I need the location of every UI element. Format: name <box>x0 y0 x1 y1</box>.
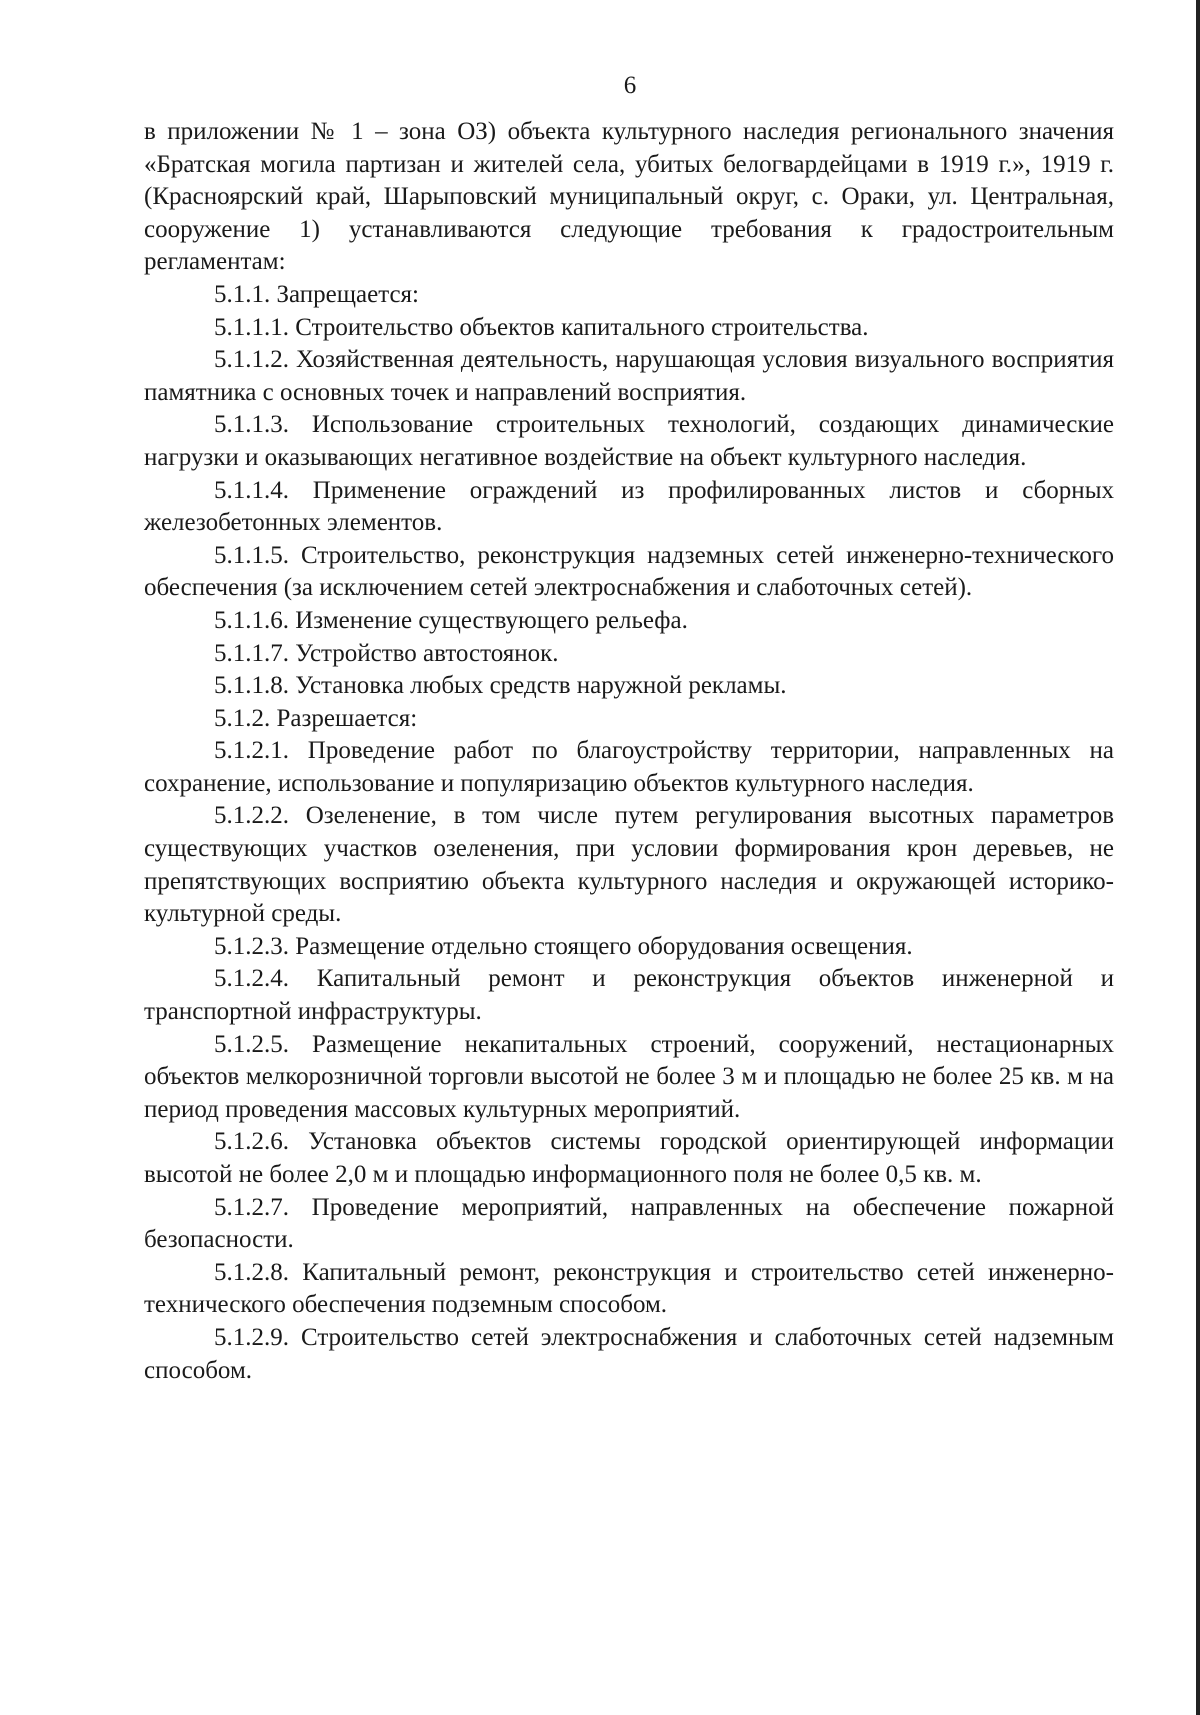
clause-5-1-1-8: 5.1.1.8. Установка любых средств наружной рекламы. <box>214 672 787 700</box>
clause-5-1-1-1: 5.1.1.1. Строительство объектов капитального строительства. <box>214 313 869 341</box>
clause-5-1-2-2: 5.1.2.2. Озеленение, в том числе путем регулирования высотных параметров существующих участков озеленения, при условии формирования крон деревьев, не препятствующих восприятию объекта культурного наследия и окружающей историко-культурной среды. <box>144 802 1114 928</box>
section-heading-permitted: 5.1.2. Разрешается: <box>214 704 418 732</box>
clause-5-1-2-4: 5.1.2.4. Капитальный ремонт и реконструкция объектов инженерной и транспортной инфраструктуры. <box>144 965 1114 1026</box>
clause-5-1-2-9: 5.1.2.9. Строительство сетей электроснабжения и слаботочных сетей надземным способом. <box>144 1323 1114 1384</box>
page-number: 6 <box>623 72 637 99</box>
section-heading-prohibited: 5.1.1. Запрещается: <box>214 280 419 308</box>
clause-5-1-2-3: 5.1.2.3. Размещение отдельно стоящего оборудования освещения. <box>214 932 913 960</box>
clause-5-1-1-6: 5.1.1.6. Изменение существующего рельефа. <box>214 606 688 634</box>
clause-5-1-1-5: 5.1.1.5. Строительство, реконструкция надземных сетей инженерно-технического обеспечения (за исключением сетей электроснабжения и слаботочных сетей). <box>144 541 1114 602</box>
clause-5-1-1-7: 5.1.1.7. Устройство автостоянок. <box>214 639 559 667</box>
clause-5-1-2-5: 5.1.2.5. Размещение некапитальных строений, сооружений, нестационарных объектов мелкорозничной торговли высотой не более 3 м и площадью не более 25 кв. м на период проведения массовых культурных мероприятий. <box>144 1030 1114 1123</box>
clause-5-1-2-6: 5.1.2.6. Установка объектов системы городской ориентирующей информации высотой не более 2,0 м и площадью информационного поля не более 0,5 кв. м. <box>144 1128 1114 1188</box>
clause-5-1-1-4: 5.1.1.4. Применение ограждений из профилированных листов и сборных железобетонных элементов. <box>144 476 1114 537</box>
paragraph-continuation: в приложении № 1 – зона ОЗ) объекта культурного наследия регионального значения «Братская могила партизан и жителей села, убитых белогвардейцами в 1919 г.», 1919 г. (Красноярский край, Шарыповский муниципальный округ, с. Ораки, ул. Центральная, сооружение 1) устанавливаются следующие требования к градостроительным регламентам: <box>144 118 1114 276</box>
scan-edge <box>1196 0 1200 1715</box>
clause-5-1-1-3: 5.1.1.3. Использование строительных технологий, создающих динамические нагрузки и оказывающих негативное воздействие на объект культурного наследия. <box>144 411 1114 471</box>
clause-5-1-1-2: 5.1.1.2. Хозяйственная деятельность, нарушающая условия визуального восприятия памятника с основных точек и направлений восприятия. <box>144 346 1114 406</box>
clause-5-1-2-7: 5.1.2.7. Проведение мероприятий, направленных на обеспечение пожарной безопасности. <box>144 1193 1114 1254</box>
clause-5-1-2-8: 5.1.2.8. Капитальный ремонт, реконструкция и строительство сетей инженерно-технического обеспечения подземным способом. <box>144 1258 1114 1319</box>
document-body <box>144 116 1114 1387</box>
clause-5-1-2-1: 5.1.2.1. Проведение работ по благоустройству территории, направленных на сохранение, использование и популяризацию объектов культурного наследия. <box>144 737 1114 797</box>
